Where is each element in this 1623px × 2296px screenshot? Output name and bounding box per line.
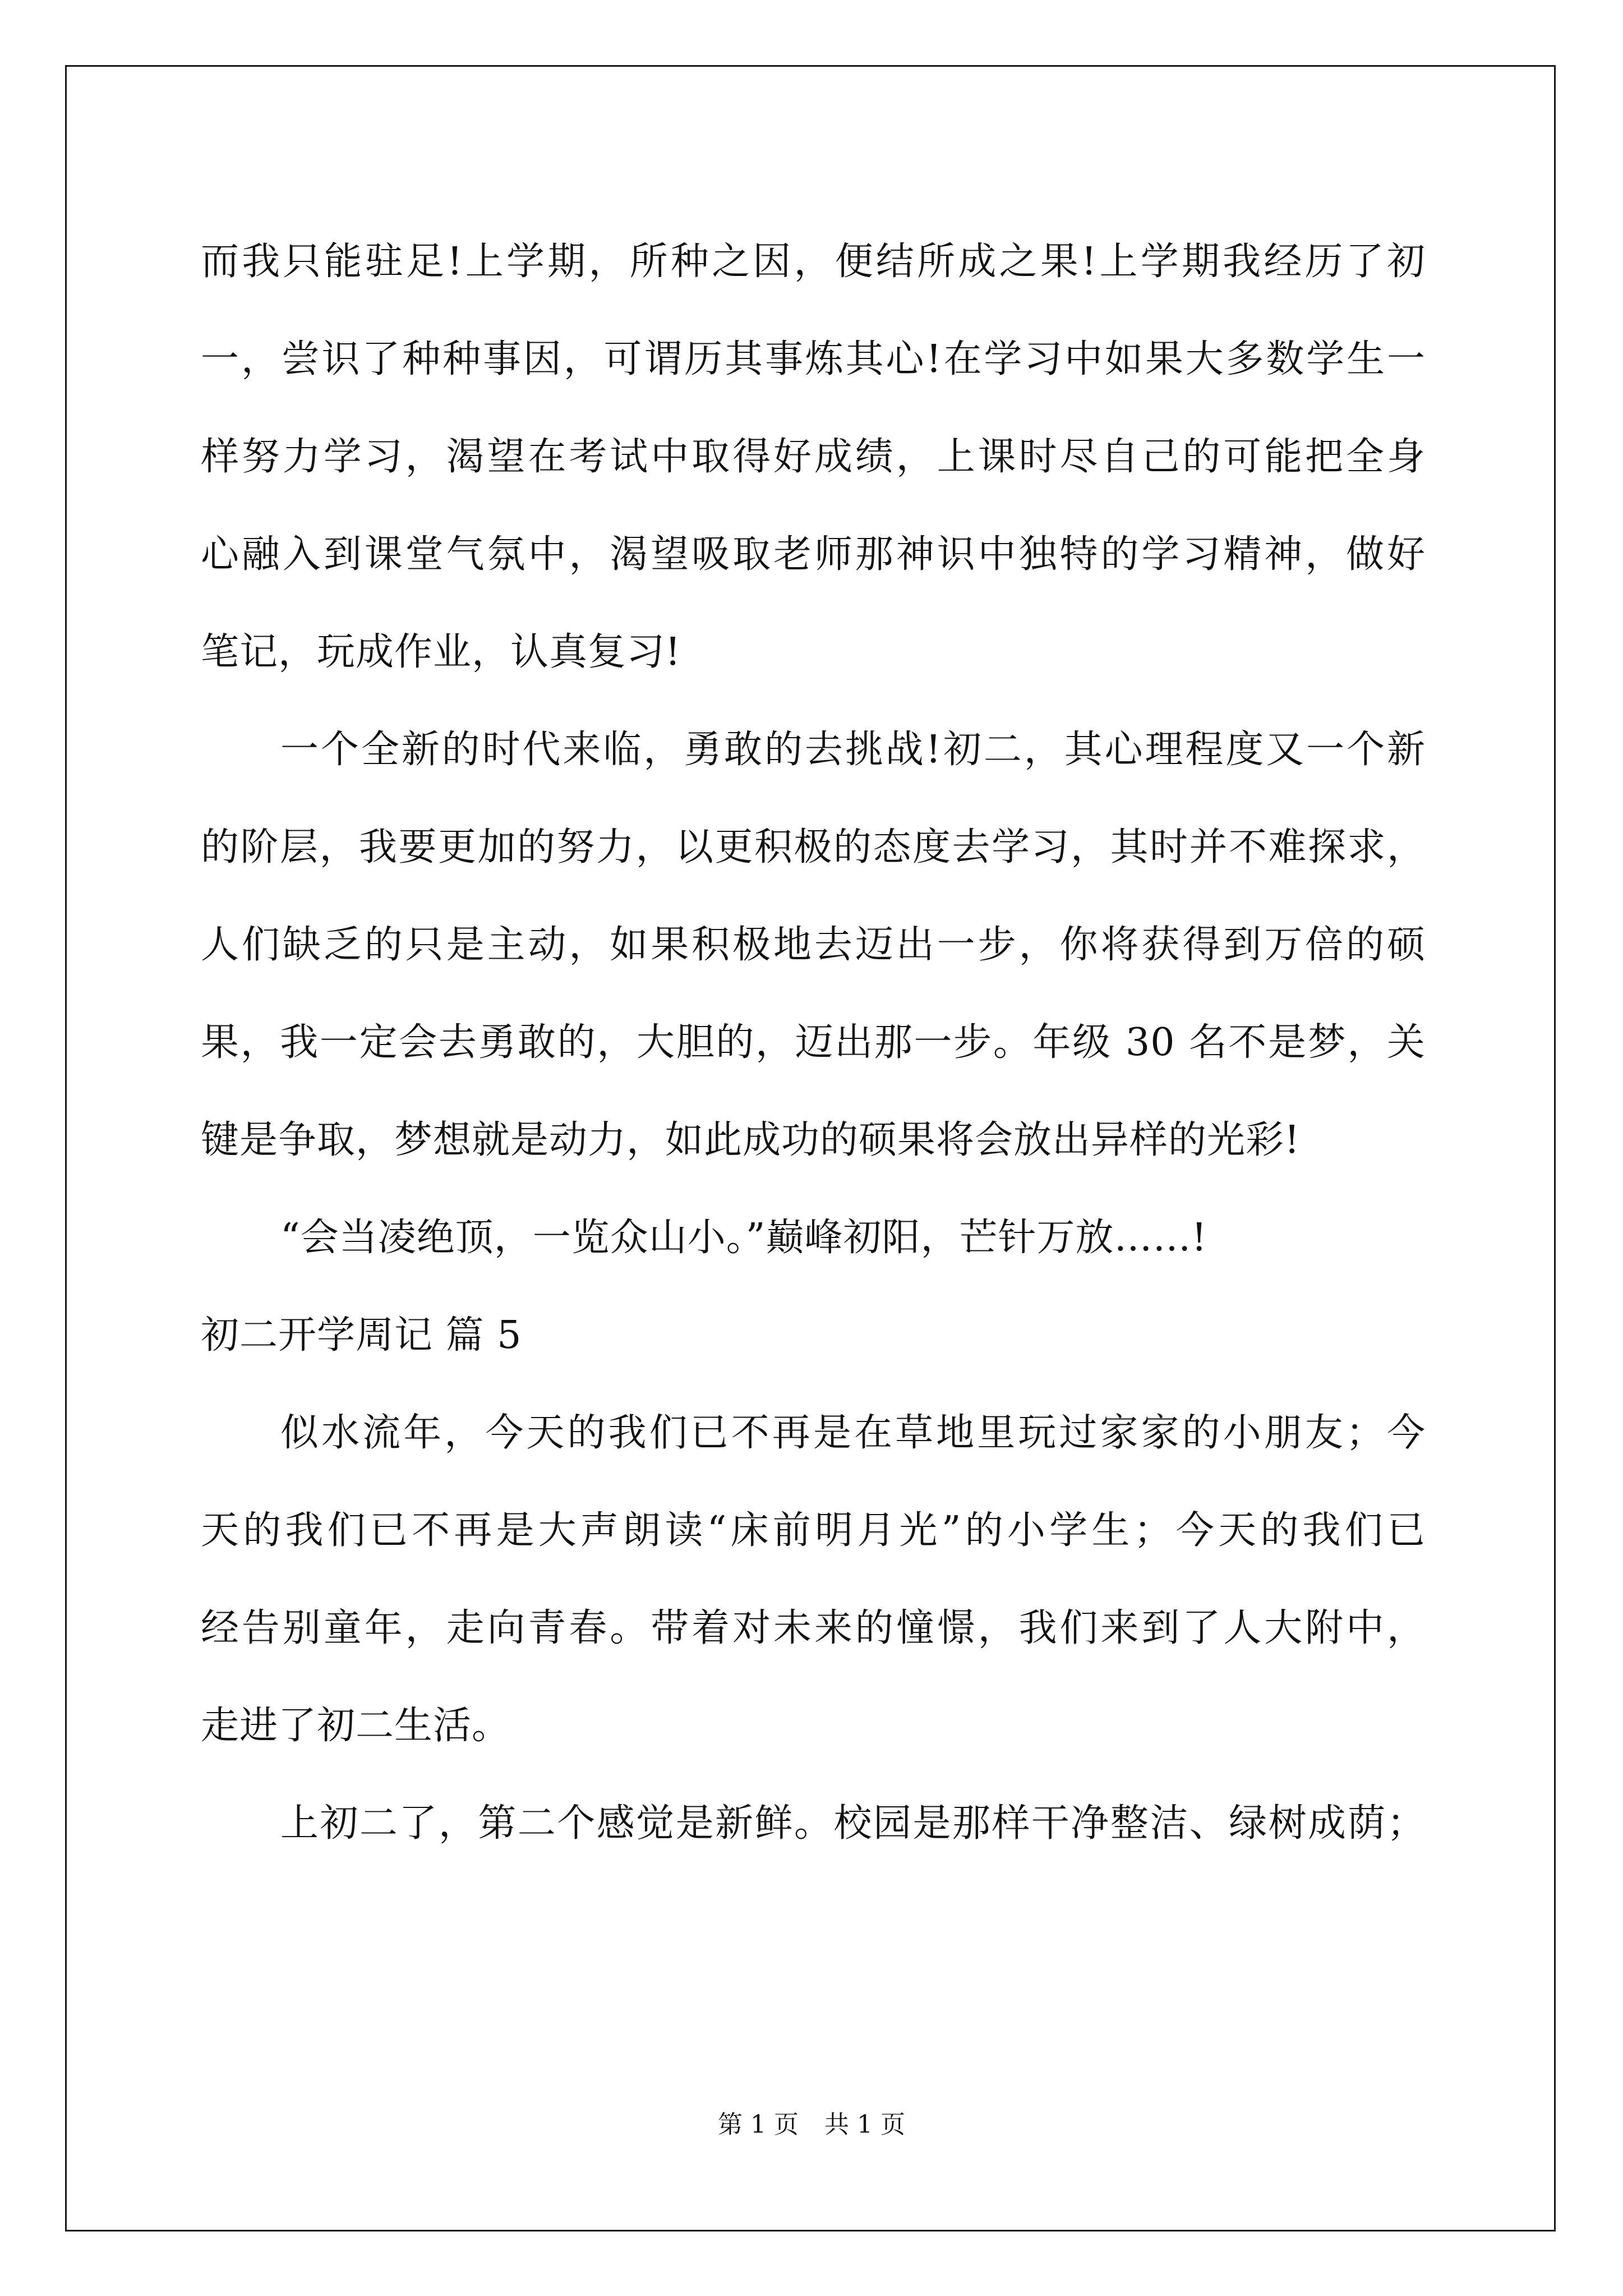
text-line: 样努力学习，渴望在考试中取得好成绩，上课时尽自己的可能把全身 [201, 435, 1426, 479]
text-line: 心融入到课堂气氛中，渴望吸取老师那神识中独特的学习精神，做好 [201, 532, 1426, 577]
page-number-current: 第 1 页 [718, 2110, 799, 2139]
page-footer [0, 2109, 1623, 2141]
page-number-total: 共 1 页 [824, 2110, 905, 2139]
text-line: 初二开学周记 篇 5 [201, 1313, 522, 1358]
text-line: 的阶层，我要更加的努力，以更积极的态度去学习，其时并不难探求， [201, 825, 1426, 869]
text-line: 走进了初二生活。 [201, 1704, 511, 1748]
text-line: 而我只能驻足!上学期，所种之因，便结所成之果!上学期我经历了初 [201, 240, 1426, 284]
document-body [201, 213, 1426, 1872]
text-line: 一个全新的时代来临，勇敢的去挑战!初二，其心理程度又一个新 [280, 728, 1426, 772]
text-line: “会当凌绝顶，一览众山小。”巅峰初阳，芒针万放……! [280, 1216, 1207, 1260]
text-line: 上初二了，第二个感觉是新鲜。校园是那样干净整洁、绿树成荫； [280, 1801, 1426, 1846]
text-line: 笔记，玩成作业，认真复习! [201, 630, 681, 674]
text-line: 键是争取，梦想就是动力，如此成功的硕果将会放出异样的光彩! [201, 1118, 1301, 1162]
text-line: 人们缺乏的只是主动，如果积极地去迈出一步，你将获得到万倍的硕 [201, 923, 1426, 967]
text-line: 一，尝识了种种事因，可谓历其事炼其心!在学习中如果大多数学生一 [201, 337, 1426, 381]
text-line: 似水流年，今天的我们已不再是在草地里玩过家家的小朋友；今 [280, 1411, 1426, 1455]
text-line: 果，我一定会去勇敢的，大胆的，迈出那一步。年级 30 名不是梦，关 [201, 1020, 1426, 1065]
text-line: 经告别童年，走向青春。带着对未来的憧憬，我们来到了人大附中， [201, 1606, 1426, 1650]
text-line: 天的我们已不再是大声朗读“床前明月光”的小学生；今天的我们已 [201, 1508, 1426, 1553]
